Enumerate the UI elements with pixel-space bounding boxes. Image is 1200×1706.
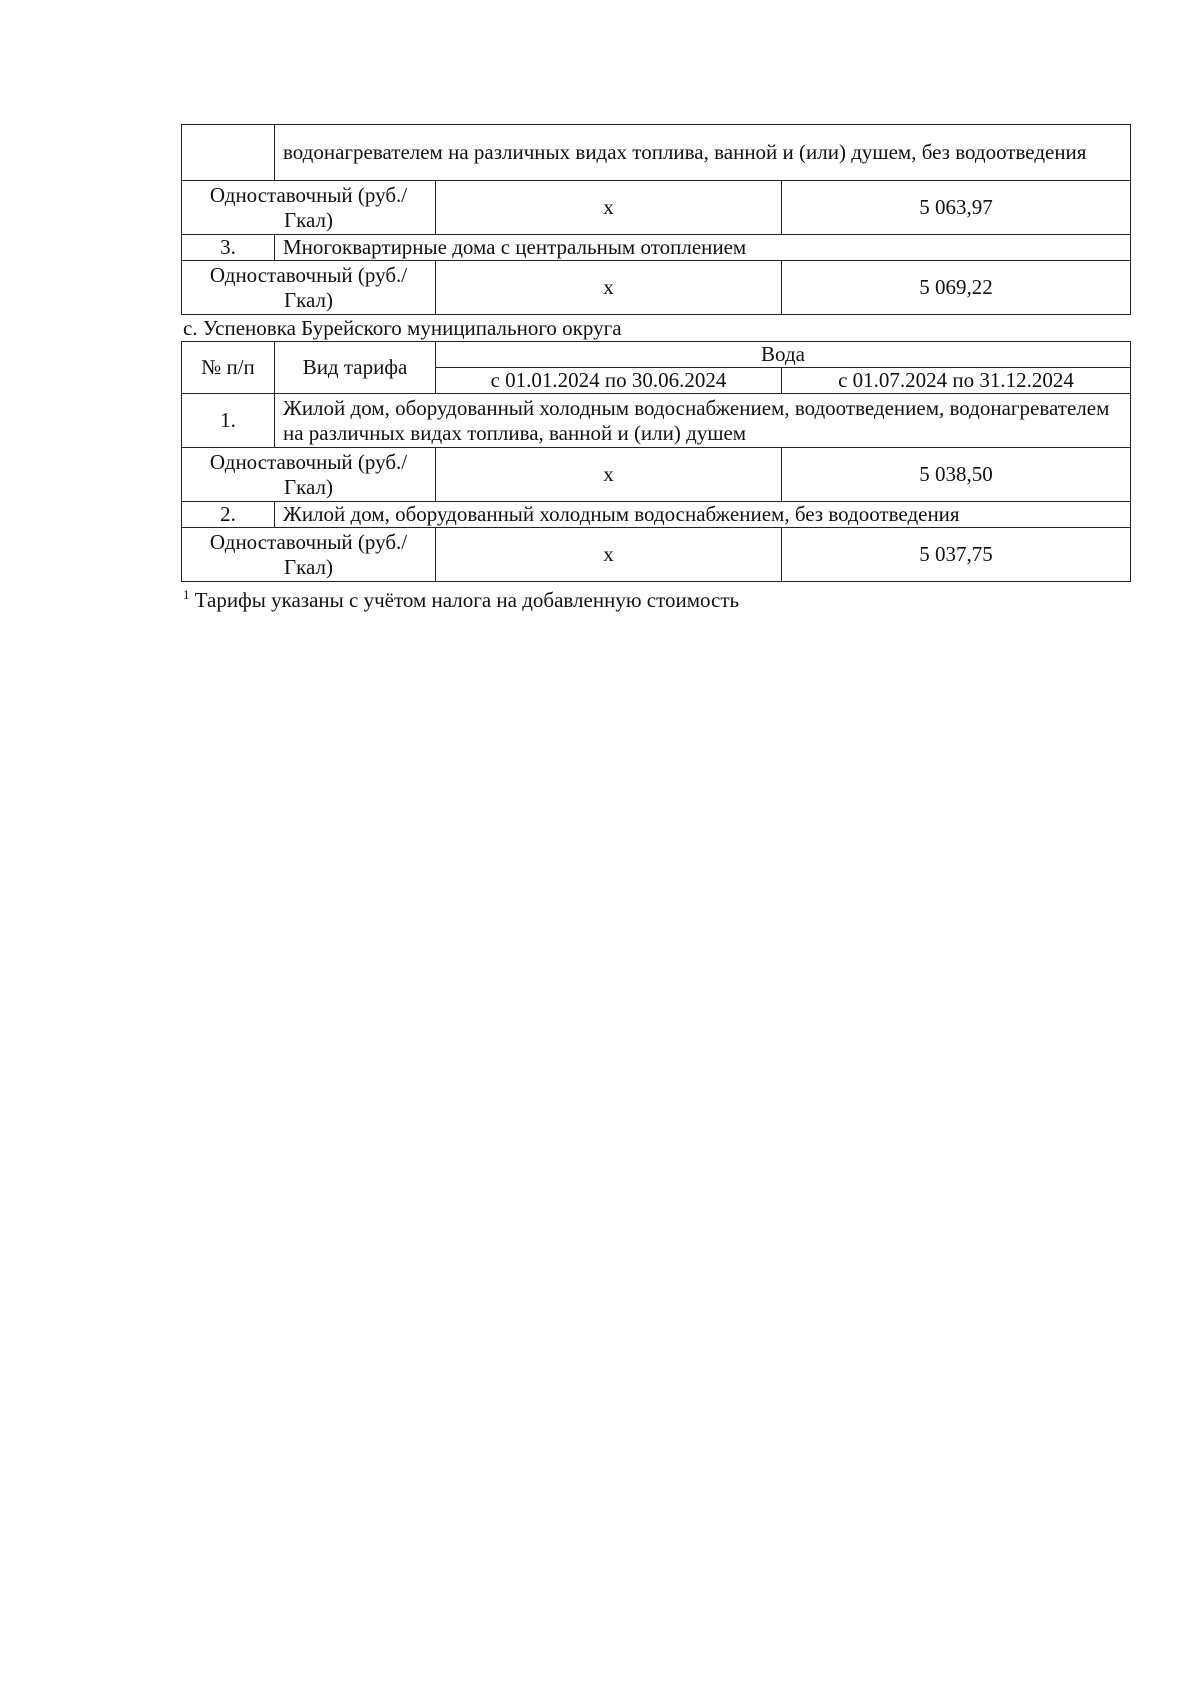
table-row — [182, 261, 1131, 315]
empty-num-cell — [182, 125, 275, 181]
tariff-table-uspenovka — [181, 341, 1131, 582]
period2-value-cell: 5 037,75 — [782, 528, 1131, 582]
table-row — [182, 235, 1131, 261]
table-row — [182, 528, 1131, 582]
header-number: № п/п — [182, 342, 275, 394]
tariff-table-continued — [181, 124, 1131, 315]
table-row — [182, 181, 1131, 235]
period1-value-cell: х — [436, 448, 782, 502]
item-description: Многоквартирные дома с центральным отоплением — [275, 235, 1131, 261]
tariff-type-cell: Одноставочный (руб./Гкал) — [182, 528, 436, 582]
settlement-heading: с. Успеновка Бурейского муниципального округа — [183, 316, 622, 340]
item-number: 3. — [182, 235, 275, 261]
header-period2: с 01.07.2024 по 31.12.2024 — [782, 368, 1131, 394]
table-row — [182, 125, 1131, 181]
item-description: Жилой дом, оборудованный холодным водоснабжением, водоотведением, водонагревателем на различных видах топлива, ванной и (или) душем — [275, 394, 1131, 448]
period1-value-cell: х — [436, 261, 782, 315]
item-number: 1. — [182, 394, 275, 448]
table-header-row — [182, 342, 1131, 368]
period2-value-cell: 5 069,22 — [782, 261, 1131, 315]
item-number: 2. — [182, 502, 275, 528]
header-period1: с 01.01.2024 по 30.06.2024 — [436, 368, 782, 394]
table-row — [182, 448, 1131, 502]
tariff-type-cell: Одноставочный (руб./Гкал) — [182, 181, 436, 235]
footnote — [183, 588, 739, 613]
tariff-type-cell: Одноставочный (руб./Гкал) — [182, 448, 436, 502]
table-row — [182, 394, 1131, 448]
header-tariff-type: Вид тарифа — [275, 342, 436, 394]
footnote-mark: 1 — [183, 587, 190, 602]
period1-value-cell: х — [436, 181, 782, 235]
table-row — [182, 502, 1131, 528]
item-description: Жилой дом, оборудованный холодным водоснабжением, без водоотведения — [275, 502, 1131, 528]
header-group-water: Вода — [436, 342, 1131, 368]
footnote-text: Тарифы указаны с учётом налога на добавленную стоимость — [194, 588, 740, 612]
tariff-type-cell: Одноставочный (руб./Гкал) — [182, 261, 436, 315]
period1-value-cell: х — [436, 528, 782, 582]
item-description: водонагревателем на различных видах топлива, ванной и (или) душем, без водоотведения — [275, 125, 1131, 181]
period2-value-cell: 5 038,50 — [782, 448, 1131, 502]
period2-value-cell: 5 063,97 — [782, 181, 1131, 235]
